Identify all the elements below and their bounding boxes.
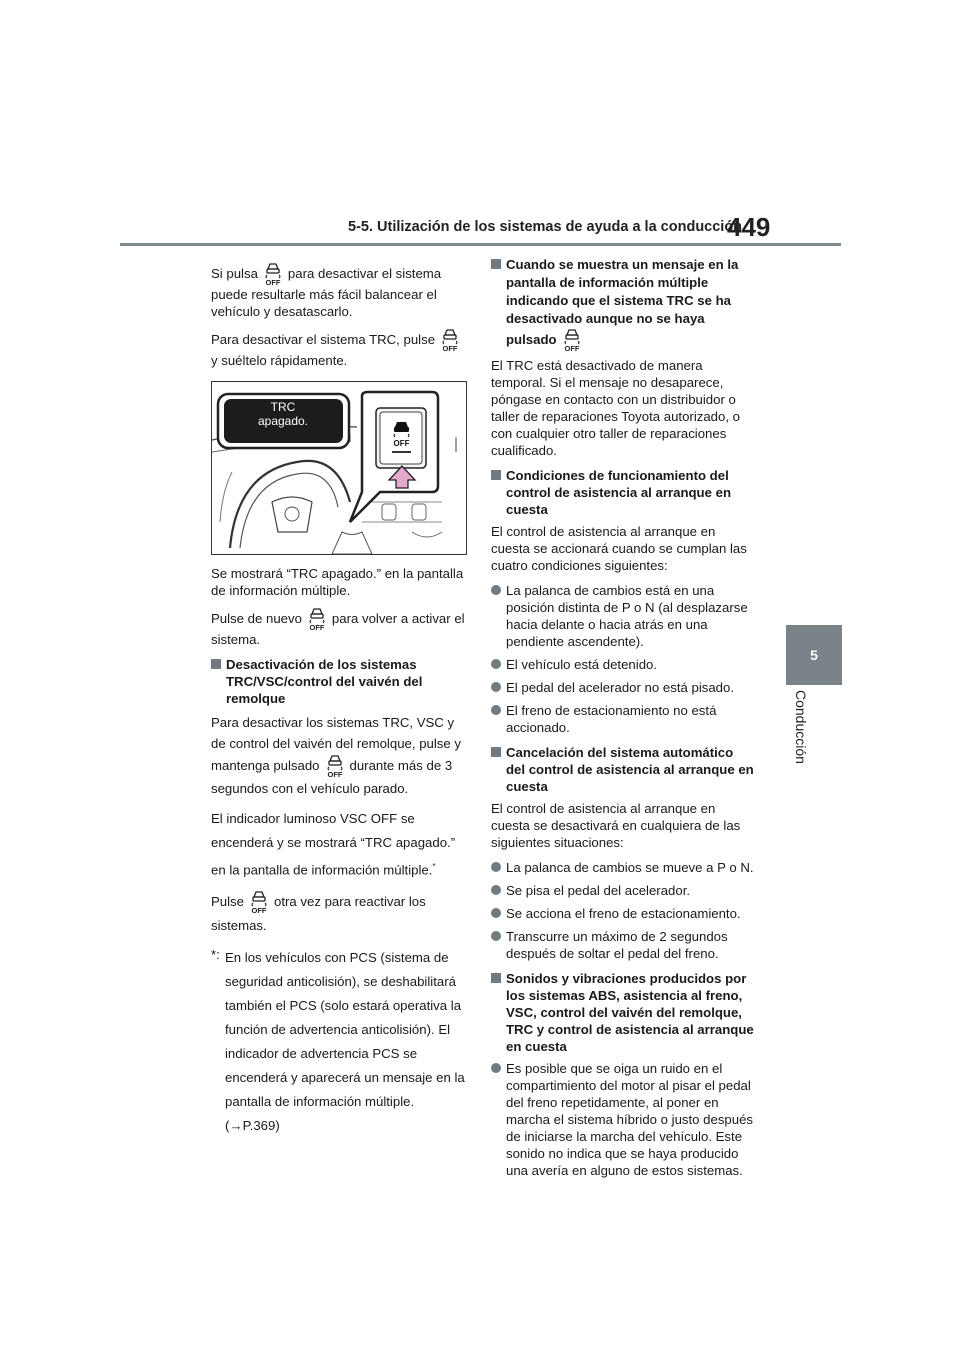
chapter-tab[interactable]: 5 — [786, 625, 842, 685]
section-heading: Desactivación de los sistemas TRC/VSC/control del vaivén del remolque — [211, 656, 469, 707]
paragraph: Para desactivar los sistemas TRC, VSC y de control del vaivén del remolque, pulse y mantenga pulsado durante más de 3 segundos con el vehículo parado. — [211, 715, 461, 796]
trc-off-icon — [248, 890, 270, 914]
trc-message: TRC apagado. — [257, 400, 309, 428]
page-number: 449 — [727, 212, 771, 242]
trc-off-icon — [439, 328, 461, 352]
paragraph: El control de asistencia al arranque en cuesta se accionará cuando se cumplan las cuatro condiciones siguientes: — [491, 524, 747, 573]
dashboard-figure — [211, 381, 467, 555]
section-heading: Condiciones de funcionamiento del control de asistencia al arranque en cuesta — [491, 467, 755, 518]
trc-off-icon — [306, 607, 328, 631]
list-item: Se acciona el freno de estacionamiento. — [491, 905, 755, 922]
list-item: La palanca de cambios se mueve a P o N. — [491, 859, 755, 876]
left-column — [211, 262, 469, 1138]
trc-off-icon — [561, 328, 583, 352]
section-heading: Sonidos y vibraciones producidos por los sistemas ABS, asistencia al freno, VSC, control del vaivén del remolque, TRC y control de asistencia al arranque en cuesta — [491, 970, 755, 1055]
section-header: 5-5. Utilización de los sistemas de ayuda a la conducción — [348, 219, 743, 235]
paragraph: El TRC está desactivado de manera temporal. Si el mensaje no desaparece, póngase en contacto con un distribuidor o taller de reparaciones Toyota autorizado, o con cualquier otro taller de reparaciones cualificado. — [491, 358, 741, 458]
paragraph: El indicador luminoso VSC OFF se encenderá y se mostrará “TRC apagado.” en la pantalla de información múltiple.* — [211, 811, 456, 878]
list-item: Es posible que se oiga un ruido en el compartimiento del motor al pisar el pedal del freno repetidamente, al poner en marcha el sistema híbrido o justo después de iniciarse la marcha del vehículo. Este sonido no indica que se haya producido una avería en alguno de estos sistemas. — [491, 1060, 755, 1179]
trc-off-icon — [262, 262, 284, 286]
header-rule — [120, 243, 841, 246]
list-item: El pedal del acelerador no está pisado. — [491, 679, 755, 696]
list-item: El freno de estacionamiento no está accionado. — [491, 702, 755, 736]
paragraph: Si pulsa para desactivar el sistema puede resultarle más fácil balancear el vehículo y desatascarlo. — [211, 262, 469, 320]
right-column — [491, 256, 755, 1185]
paragraph: El control de asistencia al arranque en cuesta se desactivará en cualquiera de las siguientes situaciones: — [491, 801, 741, 850]
footnote: *: En los vehículos con PCS (sistema de seguridad anticolisión), se deshabilitará también el PCS (solo estará operativa la función de advertencia anticolisión). El indicador de advertencia PCS se encenderá y aparecerá un mensaje en la pantalla de información múltiple. (→P.369) — [211, 947, 465, 1134]
chapter-name: Conducción — [793, 690, 809, 764]
list-item: La palanca de cambios está en una posición distinta de P o N (al desplazarse hacia delante o hacia atrás en una pendiente ascendente). — [491, 582, 755, 650]
list-item: Se pisa el pedal del acelerador. — [491, 882, 755, 899]
section-heading: Cuando se muestra un mensaje en la pantalla de información múltiple indicando que el sistema TRC se ha desactivado aunque no se haya pulsado — [491, 256, 755, 352]
list-item: Transcurre un máximo de 2 segundos después de soltar el pedal del freno. — [491, 928, 755, 962]
paragraph: Se mostrará “TRC apagado.” en la pantalla de información múltiple. — [211, 566, 464, 598]
list-item: El vehículo está detenido. — [491, 656, 755, 673]
paragraph: Para desactivar el sistema TRC, pulsey suéltelo rápidamente. — [211, 328, 469, 369]
trc-off-icon — [324, 754, 346, 778]
off-button-label: OFF — [393, 439, 410, 448]
paragraph: Pulse otra vez para reactivar los sistemas. — [211, 890, 469, 938]
paragraph: Pulse de nuevo para volver a activar el sistema. — [211, 607, 469, 648]
section-heading: Cancelación del sistema automático del control de asistencia al arranque en cuesta — [491, 744, 755, 795]
